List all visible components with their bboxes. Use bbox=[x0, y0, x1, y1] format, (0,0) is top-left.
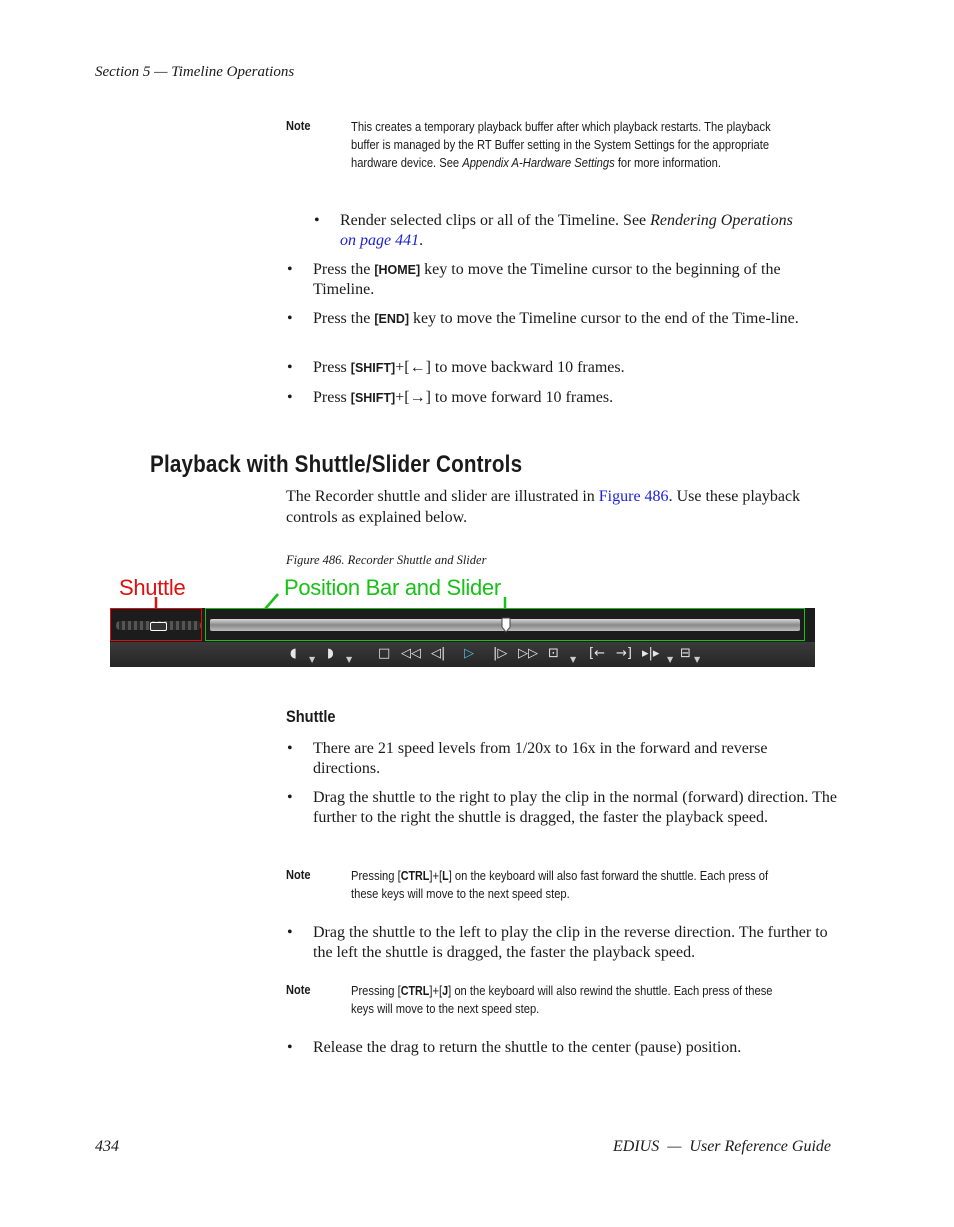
list-item bbox=[287, 923, 838, 963]
note-text bbox=[351, 118, 798, 172]
slider-handle[interactable] bbox=[501, 617, 511, 633]
play-icon[interactable]: ▷ bbox=[464, 646, 474, 661]
intro-text: . Use these playback controls as explained below. bbox=[286, 488, 801, 526]
subsection-title: Shuttle bbox=[286, 707, 336, 726]
mark-out-icon[interactable]: ◗ bbox=[327, 646, 334, 661]
bullet-text: Drag the shuttle to the right to play the clip in the normal (forward) direction. The further to the right the shuttle is dragged, the faster the playback speed. bbox=[313, 789, 837, 826]
rewind-icon[interactable]: ◁◁ bbox=[401, 646, 421, 661]
bullet-icon: • bbox=[287, 359, 293, 376]
bullet-text: . bbox=[419, 232, 424, 249]
bullet-text: Release the drag to return the shuttle to the center (pause) position. bbox=[313, 1039, 742, 1056]
bullet-icon: • bbox=[314, 212, 320, 229]
set-in-icon[interactable]: [← bbox=[589, 646, 605, 661]
chevron-down-icon[interactable]: ▼ bbox=[346, 655, 353, 664]
intro-text: The Recorder shuttle and slider are illustrated in bbox=[286, 488, 599, 505]
fast-forward-icon[interactable]: ▷▷ bbox=[518, 646, 538, 661]
running-header: Section 5 — Timeline Operations bbox=[95, 64, 295, 80]
step-back-icon[interactable]: ◁| bbox=[431, 646, 446, 661]
list-item bbox=[287, 358, 838, 378]
bullet-text: Drag the shuttle to the left to play the clip in the reverse direction. The further to the left the shuttle is dragged, the faster the playback speed. bbox=[313, 924, 828, 961]
bullet-text: +[→] to move forward 10 frames. bbox=[395, 389, 614, 406]
note-text bbox=[351, 982, 798, 1018]
note-text-part: ]+[ bbox=[429, 868, 443, 883]
note-reference: Appendix A-Hardware Settings bbox=[462, 155, 615, 170]
list-item bbox=[287, 309, 838, 329]
set-out-icon[interactable]: →] bbox=[616, 646, 632, 661]
step-forward-icon[interactable]: |▷ bbox=[493, 646, 508, 661]
key-name: CTRL bbox=[400, 984, 430, 998]
note-text-part: Pressing [ bbox=[351, 868, 401, 883]
figure-link[interactable]: Figure 486 bbox=[598, 488, 669, 505]
list-item bbox=[287, 739, 838, 779]
key-name: [SHIFT] bbox=[350, 391, 396, 405]
intro-paragraph bbox=[286, 486, 831, 528]
recorder-figure bbox=[110, 577, 815, 667]
chevron-down-icon[interactable]: ▼ bbox=[570, 655, 577, 664]
bullet-text: Press the bbox=[313, 261, 375, 278]
mark-in-icon[interactable]: ◖ bbox=[290, 646, 297, 661]
list-item bbox=[287, 788, 838, 828]
list-item bbox=[287, 388, 838, 408]
stop-icon[interactable]: □ bbox=[378, 646, 391, 661]
note-label: Note bbox=[286, 867, 311, 882]
bullet-text: key to move the Timeline cursor to the beginning of the Timeline. bbox=[313, 261, 781, 298]
insert-icon[interactable]: ⊟ bbox=[680, 646, 691, 661]
note-text-part: ]+[ bbox=[429, 983, 443, 998]
shuttle-callout: Shuttle bbox=[119, 575, 186, 600]
bullet-text: There are 21 speed levels from 1/20x to 16x in the forward and reverse directions. bbox=[313, 740, 768, 777]
bullet-text: Render selected clips or all of the Timeline. See bbox=[340, 212, 651, 229]
bullet-text: key to move the Timeline cursor to the end of the Time-line. bbox=[409, 310, 799, 327]
slider-highlight bbox=[205, 608, 805, 641]
list-item bbox=[314, 211, 840, 251]
page-number: 434 bbox=[95, 1138, 119, 1155]
bullet-icon: • bbox=[287, 924, 293, 941]
slider-callout: Position Bar and Slider bbox=[284, 575, 501, 600]
bullet-text: Press bbox=[313, 389, 351, 406]
bullet-icon: • bbox=[287, 261, 293, 278]
note-text-part: Pressing [ bbox=[351, 983, 401, 998]
footer-title: EDIUS — User Reference Guide bbox=[612, 1138, 831, 1155]
note-text-part: This creates a temporary playback buffer after which playback restarts. The playback buffer is managed by the RT Buffer setting in the System Settings for the appropriate hardware device. See bbox=[351, 119, 771, 170]
chevron-down-icon[interactable]: ▼ bbox=[694, 655, 701, 664]
control-bar bbox=[110, 642, 815, 667]
key-name: CTRL bbox=[400, 869, 430, 883]
key-name: [SHIFT] bbox=[350, 361, 396, 375]
key-name: [HOME] bbox=[374, 263, 421, 277]
bullet-icon: • bbox=[287, 310, 293, 327]
note-text-part: ] on the keyboard will also rewind the shuttle. Each press of these keys will move to the next speed step. bbox=[351, 983, 773, 1016]
note-label: Note bbox=[286, 982, 311, 997]
shuttle-handle[interactable] bbox=[150, 622, 167, 631]
key-name: [END] bbox=[374, 312, 410, 326]
note-text-part: for more information. bbox=[614, 155, 721, 170]
section-title: Playback with Shuttle/Slider Controls bbox=[150, 451, 523, 478]
bullet-text: +[←] to move backward 10 frames. bbox=[395, 359, 625, 376]
chevron-down-icon[interactable]: ▼ bbox=[309, 655, 316, 664]
note-text-part: ] on the keyboard will also fast forward the shuttle. Each press of these keys will move to the next speed step. bbox=[351, 868, 769, 901]
shuttle-highlight bbox=[110, 608, 202, 641]
bullet-icon: • bbox=[287, 740, 293, 757]
bullet-icon: • bbox=[287, 789, 293, 806]
list-item bbox=[287, 260, 838, 300]
loop-icon[interactable]: ⊡ bbox=[548, 646, 559, 661]
split-icon[interactable]: ▸|▸ bbox=[642, 646, 660, 661]
chevron-down-icon[interactable]: ▼ bbox=[667, 655, 674, 664]
key-name: J bbox=[442, 984, 449, 998]
note-text bbox=[351, 867, 798, 903]
figure-caption: Figure 486. Recorder Shuttle and Slider bbox=[286, 553, 487, 567]
page-link[interactable]: on page 441 bbox=[340, 232, 420, 249]
note-label: Note bbox=[286, 118, 311, 133]
bullet-icon: • bbox=[287, 389, 293, 406]
list-item bbox=[287, 1038, 838, 1058]
bullet-text: Press the bbox=[313, 310, 375, 327]
key-name: L bbox=[442, 869, 449, 883]
bullet-text: Press bbox=[313, 359, 351, 376]
cross-reference: Rendering Operations bbox=[650, 212, 793, 229]
bullet-icon: • bbox=[287, 1039, 293, 1056]
